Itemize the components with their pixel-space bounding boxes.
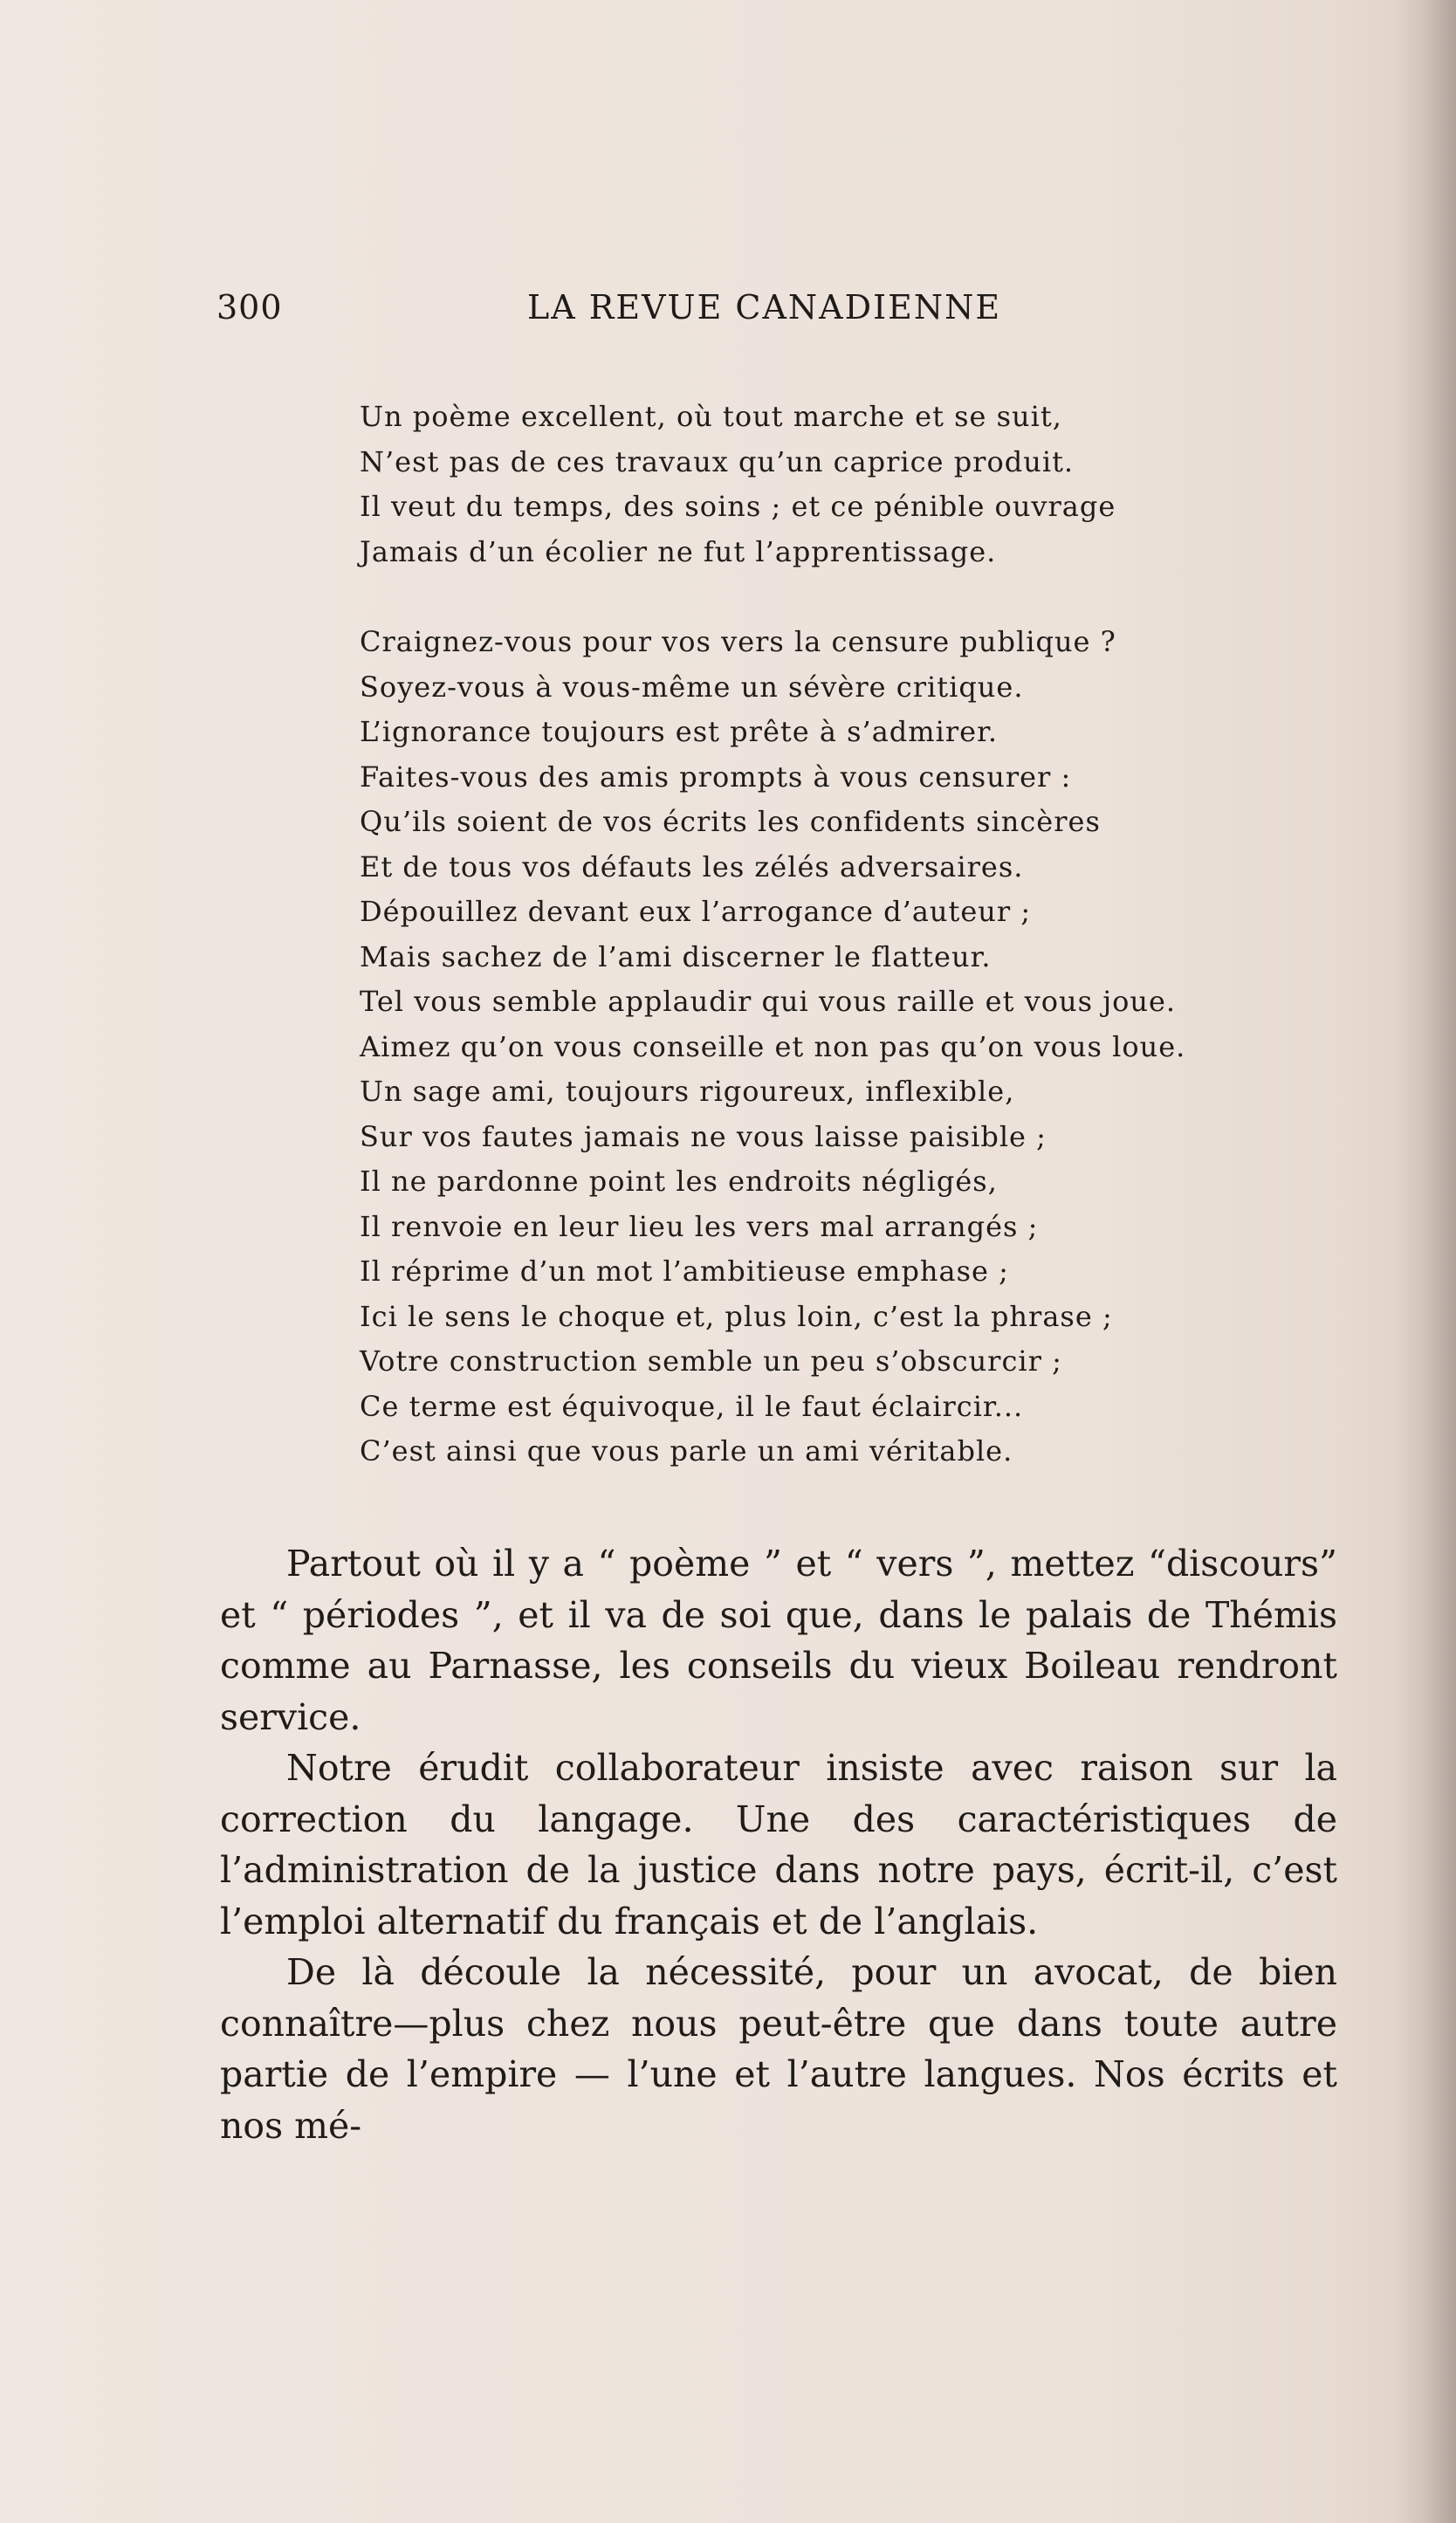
verse-line: Ici le sens le choque et, plus loin, c’est la phrase ; [360, 1299, 1113, 1333]
verse-line: Il réprime d’un mot l’ambitieuse emphase ; [360, 1255, 1009, 1288]
verse-line: Votre construction semble un peu s’obscurcir ; [360, 1344, 1062, 1378]
paragraph: Partout où il y a “ poème ” et “ vers ”, mettez “discours” et “ périodes ”, et il va de soi que, dans le palais de Thémis comme au Parnasse, les conseils du vieux Boileau rendront service. [220, 1543, 1337, 1738]
verse-line: Aimez qu’on vous conseille et non pas qu’on vous loue. [360, 1029, 1186, 1063]
page-number: 300 [216, 288, 283, 327]
verse-line: Dépouillez devant eux l’arrogance d’auteur ; [360, 895, 1032, 928]
verse-line: Un sage ami, toujours rigoureux, inflexible, [360, 1075, 1015, 1108]
verse-line: Il renvoie en leur lieu les vers mal arrangés ; [360, 1209, 1039, 1243]
verse-line: Tel vous semble applaudir qui vous raille et vous joue. [360, 985, 1177, 1018]
verse-line: Mais sachez de l’ami discerner le flatteur. [360, 939, 992, 973]
verse-line: Sur vos fautes jamais ne vous laisse paisible ; [360, 1119, 1047, 1153]
verse-line: Soyez-vous à vous-même un sévère critique. [360, 670, 1024, 704]
verse-line: L’ignorance toujours est prête à s’admirer. [360, 715, 999, 748]
verse-line: Et de tous vos défauts les zélés adversaires. [360, 849, 1024, 883]
stanza-2 [360, 620, 1215, 1475]
verse-line: Il veut du temps, des soins ; et ce pénible ouvrage [360, 490, 1116, 523]
stanza-1 [360, 395, 1215, 574]
verse-line: N’est pas de ces travaux qu’un caprice produit. [360, 444, 1075, 478]
verse-line: Faites-vous des amis prompts à vous censurer : [360, 760, 1072, 794]
verse-line: C’est ainsi que vous parle un ami véritable. [360, 1434, 1013, 1468]
verse-quotation [360, 395, 1215, 1475]
verse-line: Il ne pardonne point les endroits négligés, [360, 1165, 998, 1198]
paragraph: De là découle la nécessité, pour un avocat, de bien connaître—plus chez nous peut-être que dans toute autre partie de l’empire — l’une et l’autre langues. Nos écrits et nos mé- [220, 1951, 1337, 2147]
verse-line: Craignez-vous pour vos vers la censure publique ? [360, 625, 1116, 658]
verse-line: Ce terme est équivoque, il le faut éclaircir... [360, 1389, 1024, 1423]
page-edge-shadow [1395, 0, 1456, 2523]
body-text [220, 1538, 1337, 2151]
running-title: LA REVUE CANADIENNE [527, 288, 1002, 327]
verse-line: Jamais d’un écolier ne fut l’apprentissage. [360, 534, 997, 568]
paragraph: Notre érudit collaborateur insiste avec raison sur la correction du langage. Une des caractéristiques de l’administration de la justice dans notre pays, écrit-il, c’est l’emploi alternatif du français et de l’anglais. [220, 1747, 1337, 1942]
page-header [216, 288, 1028, 340]
verse-line: Qu’ils soient de vos écrits les confidents sincères [360, 805, 1101, 838]
verse-line: Un poème excellent, où tout marche et se suit, [360, 400, 1062, 433]
